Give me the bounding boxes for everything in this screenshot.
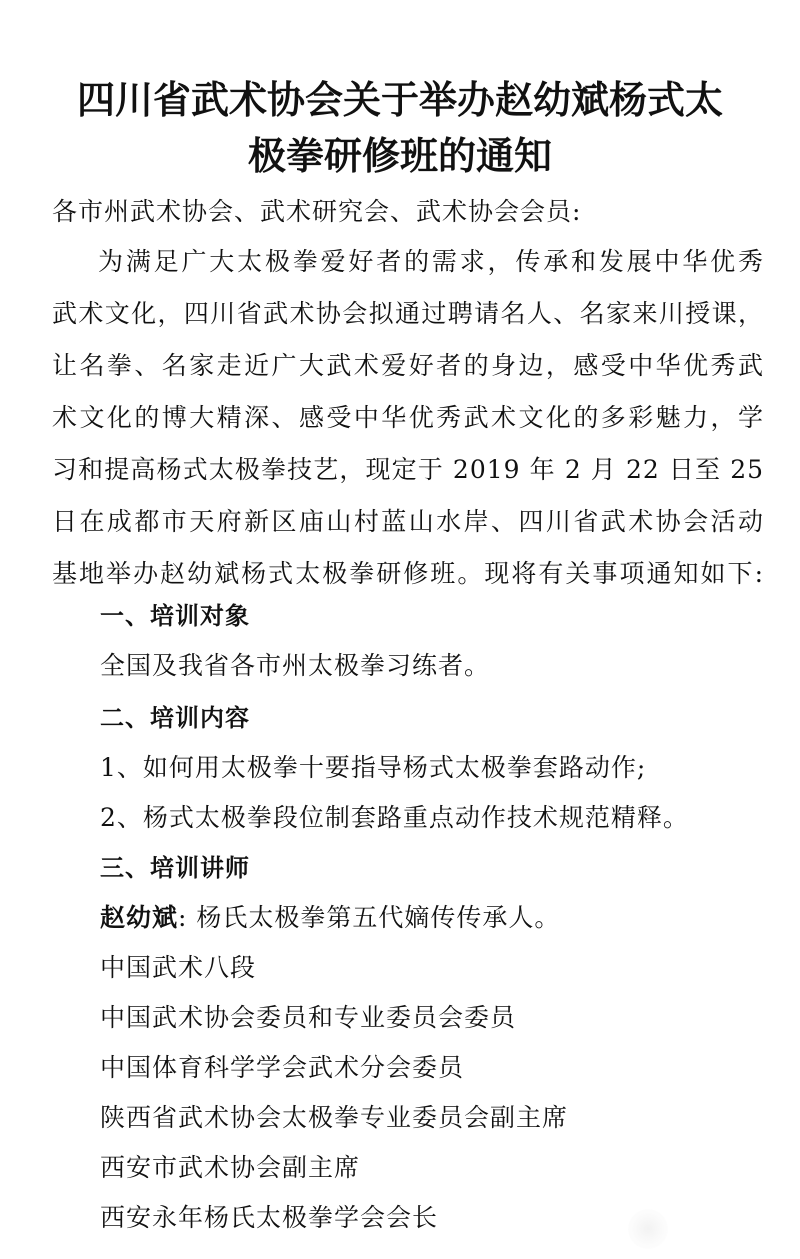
salutation: 各市州武术协会、武术研究会、武术协会会员: [52,197,582,226]
section-heading-instructor: 三、培训讲师 [100,854,250,882]
instructor-title-4: 陕西省武术协会太极拳专业委员会副主席 [100,1103,569,1132]
instructor-description: : 杨氏太极拳第五代嫡传传承人。 [178,903,561,932]
body-line-2: 武术文化，四川省武术协会拟通过聘请名人、名家来川授课， [52,299,764,328]
title-line-2: 极拳研修班的通知 [247,134,552,178]
instructor-title-3: 中国体育科学学会武术分会委员 [100,1053,465,1082]
instructor-name: 赵幼斌 [100,903,179,932]
instructor-title-6: 西安永年杨氏太极拳学会会长 [100,1203,439,1232]
title-line-1: 四川省武术协会关于举办赵幼斌杨式太 [76,78,723,122]
body-line-5: 习和提高杨式太极拳技艺，现定于 2019 年 2 月 22 日至 25 [52,455,764,484]
section-heading-content: 二、培训内容 [100,704,250,732]
content-item-2: 2、杨式太极拳段位制套路重点动作技术规范精释。 [100,803,689,832]
instructor-title-1: 中国武术八段 [100,953,257,982]
body-line-1: 为满足广大太极拳爱好者的需求，传承和发展中华优秀 [98,247,764,276]
body-line-4: 术文化的博大精深、感受中华优秀武术文化的多彩魅力，学 [52,403,764,432]
watermark-icon [628,1209,668,1249]
body-line-7: 基地举办赵幼斌杨式太极拳研修班。现将有关事项通知如下: [52,559,764,588]
content-item-1: 1、如何用太极拳十要指导杨式太极拳套路动作; [100,753,647,782]
body-line-3: 让名拳、名家走近广大武术爱好者的身边，感受中华优秀武 [52,351,764,380]
instructor-intro [100,900,560,936]
body-line-6: 日在成都市天府新区庙山村蓝山水岸、四川省武术协会活动 [52,507,764,536]
section-text-targets: 全国及我省各市州太极拳习练者。 [100,651,491,680]
section-heading-targets: 一、培训对象 [100,602,250,630]
instructor-title-2: 中国武术协会委员和专业委员会委员 [100,1003,517,1032]
instructor-title-5: 西安市武术协会副主席 [100,1153,361,1182]
